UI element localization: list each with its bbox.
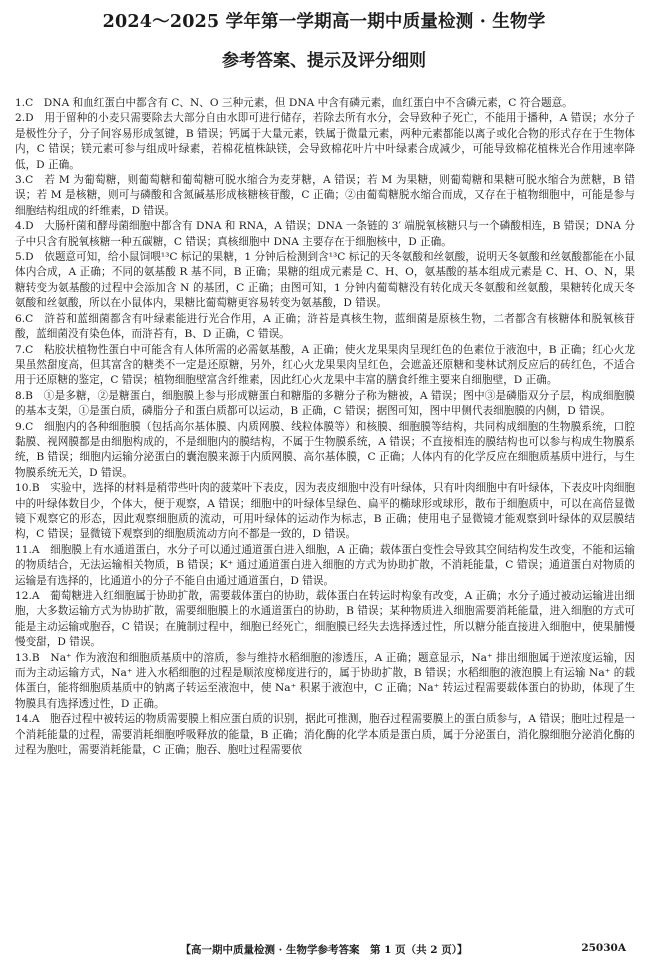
footer-text: 【高一期中质量检测 · 生物学参考答案 第 1 页（共 2 页）】: [180, 944, 468, 956]
answer-list: [15, 96, 635, 758]
answer-item-7: 7.C 粘胶状植物性蛋白中可能含有人体所需的必需氨基酸，A 正确；使火龙果果肉呈现红色的色素位于液泡中，B 正确；红心火龙果虽然甜度高，但其富含的糖类不一定是还原糖，另外，红心火龙果果肉呈红色，会遮盖还原糖和斐林试剂反应后的砖红色，不适合用于还原糖的鉴定，C 错误；植物细胞壁富含纤维素，因此红心火龙果中丰富的膳食纤维主要来自细胞壁，D 正确。: [15, 343, 635, 387]
answer-item-2: 2.D 用于留种的小麦只需要除去大部分自由水即可进行储存，若除去所有水分，会导致种子死亡，不能用于播种，A 错误；水分子是极性分子，分子间容易形成氢键，B 错误；钙属于大量元素，铁属于微量元素，两种元素都能以离子或化合物的形式存在于生物体内，C 错误；镁元素可参与组成叶绿素，若棉花植株缺镁，会导致棉花叶片中叶绿素合成减少，可能导致棉花植株光合作用速率降低，D 正确。: [15, 112, 635, 171]
answer-item-9: 9.C 细胞内的各种细胞膜（包括高尔基体膜、内质网膜、线粒体膜等）和核膜、细胞膜等结构，共同构成细胞的生物膜系统，口腔黏膜、视网膜都是由细胞构成的，不是细胞内的膜结构，不属于生物膜系统，A 错误；不直接相连的膜结构也可以参与构成生物膜系统，B 错误；细胞内运输分泌蛋白的囊泡膜来源于内质网膜、高尔基体膜，C 正确；人体内有的化学反应在细胞质基质中进行，与生物膜系统无关，D 错误。: [15, 420, 635, 479]
answer-item-8: 8.B ①是多糖，②是糖蛋白，细胞膜上参与形成糖蛋白和糖脂的多糖分子称为糖被，A 错误；图中③是磷脂双分子层，构成细胞膜的基本支架，①是蛋白质，磷脂分子和蛋白质都可以运动，B 正确，C 错误；据图可知，图中甲侧代表细胞膜的内侧，D 错误。: [15, 389, 635, 418]
answer-item-6: 6.C 浒苔和蓝细菌都含有叶绿素能进行光合作用，A 正确；浒苔是真核生物，蓝细菌是原核生物，二者都含有核糖体和脱氧核苷酸，蓝细菌没有染色体，而浒苔有，B、D 正确，C 错误。: [15, 312, 635, 341]
answer-item-5: 5.D 依题意可知，给小鼠饲喂¹³C 标记的果糖，1 分钟后检测到含¹³C 标记的天冬氨酸和丝氨酸，说明天冬氨酸和丝氨酸都能在小鼠体内合成，A 正确；不同的氨基酸 R 基不同，B 正确；果糖的组成元素是 C、H、O，氨基酸的基本组成元素是 C、H、O、N，果糖转变为氨基酸的过程中会添加含 N 的基团，C 正确；由图可知，1 分钟内葡萄糖没有转化成天冬氨酸和丝氨酸，果糖转化成天冬氨酸和丝氨酸，所以在小鼠体内，果糖比葡萄糖更容易转变为氨基酸，D 错误。: [15, 251, 635, 310]
answer-item-3: 3.C 若 M 为葡萄糖，则葡萄糖和葡萄糖可脱水缩合为麦芽糖，A 错误；若 M 为果糖，则葡萄糖和果糖可脱水缩合为蔗糖，B 错误；若 M 是核糖，则可与磷酸和含氮碱基形成核糖核苷酸，C 正确；②由葡萄糖脱水缩合而成，又存在于植物细胞中，可能是参与细胞结构组成的纤维素，D 错误。: [15, 174, 635, 217]
answer-item-11: 11.A 细胞膜上有水通道蛋白，水分子可以通过通道蛋白进入细胞，A 正确；载体蛋白变性会导致其空间结构发生改变，不能和运输的物质结合，无法运输相关物质，B 错误；K⁺ 通过通道蛋白进入细胞的方式为协助扩散，不消耗能量，C 错误；通道蛋白对物质的运输是有选择的，比通道小的分子不能自由通过通道蛋白，D 错误。: [15, 543, 635, 587]
answer-item-12: 12.A 葡萄糖进入红细胞属于协助扩散，需要载体蛋白的协助，载体蛋白在转运时构象有改变，A 正确；水分子通过被动运输进出细胞，大多数运输方式为协助扩散，需要细胞膜上的水通道蛋白的协助，B 错误；某种物质进入细胞需要消耗能量，进入细胞的方式可能是主动运输或胞吞，C 错误；在腌制过程中，细胞已经死亡，细胞膜已经失去选择透过性，所以糖分能直接进入细胞中，使果脯慢慢变甜，D 错误。: [15, 590, 635, 649]
document-title: 2024～2025 学年第一学期高一期中质量检测 · 生物学: [102, 12, 546, 32]
answer-item-14: 14.A 胞吞过程中被转运的物质需要膜上相应蛋白质的识别，据此可推测，胞吞过程需要膜上的蛋白质参与，A 错误；胞吐过程是一个消耗能量的过程，需要消耗细胞呼吸释放的能量，B 正确；消化酶的化学本质是蛋白质，属于分泌蛋白，消化腺细胞分泌消化酶的过程为胞吐，需要消耗能量，C 正确；胞吞、胞吐过程需要依: [15, 713, 635, 757]
answer-item-10: 10.B 实验中，选择的材料是稍带些叶肉的菠菜叶下表皮，因为表皮细胞中没有叶绿体，只有叶肉细胞中有叶绿体，下表皮叶肉细胞中的叶绿体数目少，个体大，便于观察，A 错误；细胞中的叶绿体呈绿色、扁平的椭球形或球形，散布于细胞质中，可以在高倍显微镜下观察它的形态，因此观察细胞质的流动，可用叶绿体的运动作为标志，B 正确；使用电子显微镜才能观察到叶绿体的双层膜结构，C 错误；显微镜下观察到的细胞质流动方向不都是一致的，D 错误。: [15, 482, 635, 541]
answer-item-1: 1.C DNA 和血红蛋白中都含有 C、N、O 三种元素，但 DNA 中含有磷元素，血红蛋白中不含磷元素，C 符合题意。: [15, 97, 573, 109]
footer-code: 25030A: [581, 942, 626, 954]
page-footer: [0, 942, 648, 958]
document-subtitle: 参考答案、提示及评分细则: [222, 51, 426, 71]
answer-item-4: 4.D 大肠杆菌和酵母菌细胞中都含有 DNA 和 RNA，A 错误；DNA 一条链的 3′ 端脱氧核糖只与一个磷酸相连，B 错误；DNA 分子中只含有脱氧核糖一种五碳糖，C 错误；真核细胞中 DNA 主要存在于细胞核中，D 正确。: [15, 220, 635, 248]
answer-item-13: 13.B Na⁺ 作为液泡和细胞质基质中的溶质，参与维持水稻细胞的渗透压，A 正确；题意显示，Na⁺ 排出细胞属于逆浓度运输，因而为主动运输方式，Na⁺ 进入水稻细胞的过程是顺浓度梯度进行的，属于协助扩散，B 错误；水稻细胞的液泡膜上有运输 Na⁺ 的载体蛋白，能将细胞质基质中的钠离子转运至液泡中，使 Na⁺ 积累于液泡中，C 正确；Na⁺ 转运过程需要载体蛋白的协助，体现了生物膜具有选择透过性，D 正确。: [15, 651, 635, 710]
